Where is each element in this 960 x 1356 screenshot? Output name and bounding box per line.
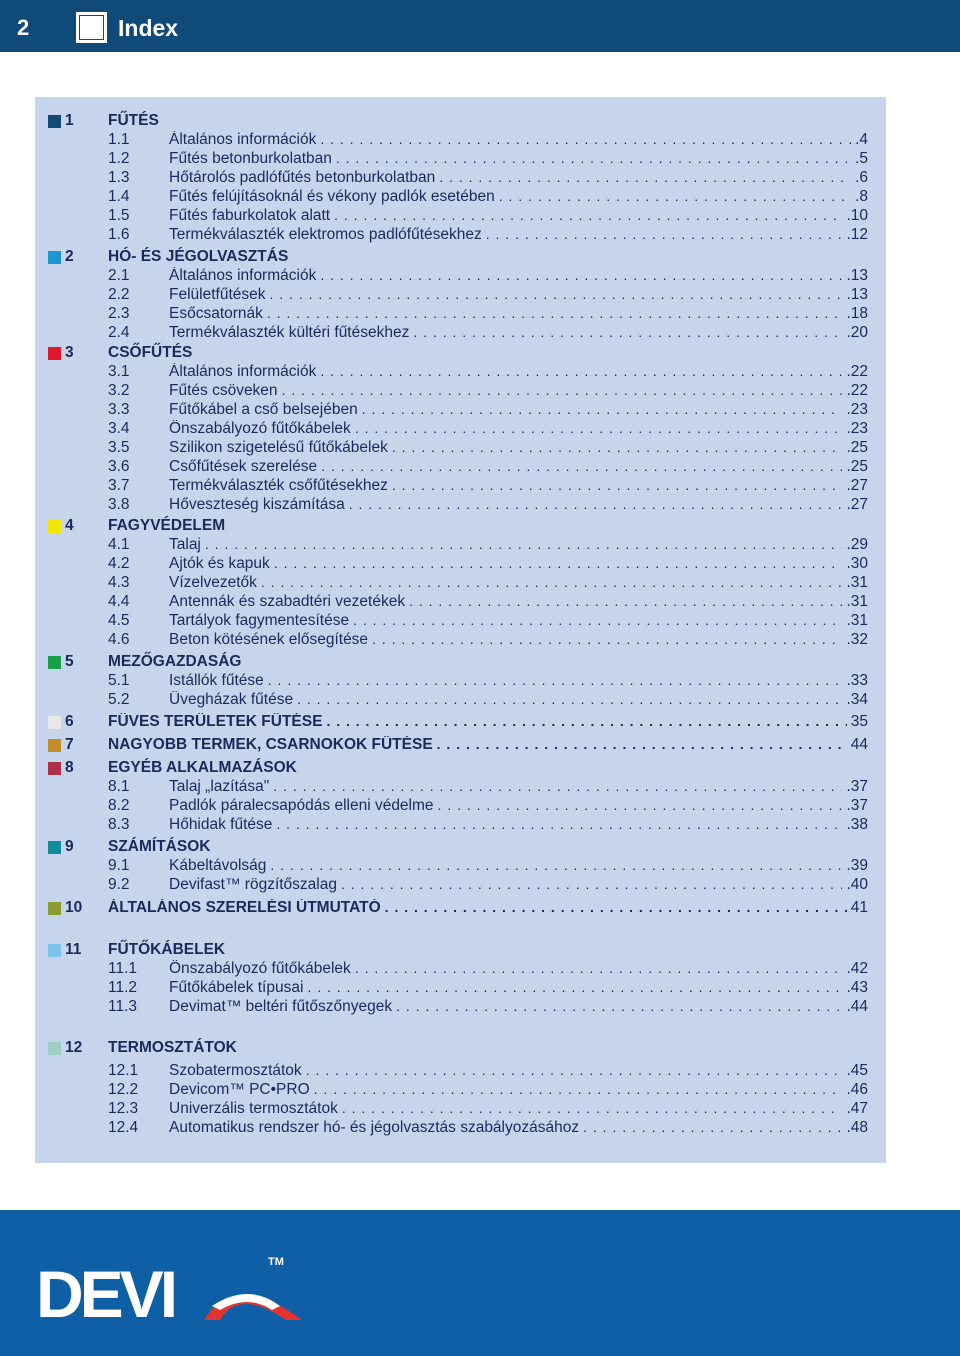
section-page: 35 bbox=[850, 713, 868, 730]
entry-page: .8 bbox=[855, 188, 868, 205]
entry-page: .23 bbox=[846, 401, 868, 418]
entry-page: .39 bbox=[846, 857, 868, 874]
section-marker-icon bbox=[48, 739, 61, 752]
toc-entry[interactable] bbox=[108, 816, 868, 835]
leader-dots bbox=[270, 286, 843, 302]
leader-dots bbox=[355, 420, 843, 436]
entry-number: 8.1 bbox=[108, 778, 130, 795]
leader-dots bbox=[336, 150, 851, 166]
entry-number: 1.4 bbox=[108, 188, 130, 205]
entry-page: .25 bbox=[846, 458, 868, 475]
entry-page: .45 bbox=[846, 1062, 868, 1079]
page-header bbox=[0, 0, 960, 52]
entry-page: .31 bbox=[846, 593, 868, 610]
entry-number: 12.3 bbox=[108, 1100, 139, 1117]
entry-title: Fűtőkábel a cső belsejében bbox=[169, 401, 358, 418]
entry-page: .27 bbox=[846, 496, 868, 513]
leader-dots bbox=[320, 131, 851, 147]
entry-title: Tartályok fagymentesítése bbox=[169, 612, 350, 629]
entry-page: .22 bbox=[846, 382, 868, 399]
entry-page: .40 bbox=[846, 876, 868, 893]
leader-dots bbox=[321, 458, 842, 474]
section-title-row[interactable] bbox=[108, 713, 868, 733]
section-title: ÁLTALÁNOS SZERELÉSI ÚTMUTATÓ bbox=[108, 899, 381, 916]
entry-number: 2.1 bbox=[108, 267, 130, 284]
entry-page: .4 bbox=[855, 131, 868, 148]
entry-number: 8.2 bbox=[108, 797, 130, 814]
leader-dots bbox=[372, 631, 842, 647]
entry-page: .42 bbox=[846, 960, 868, 977]
leader-dots bbox=[297, 691, 842, 707]
toc-entry[interactable] bbox=[108, 150, 868, 169]
toc-entry[interactable] bbox=[108, 960, 868, 979]
leader-dots bbox=[334, 207, 842, 223]
toc-entry[interactable] bbox=[108, 226, 868, 245]
leader-dots bbox=[353, 612, 842, 628]
entry-title: Beton kötésének elősegítése bbox=[169, 631, 369, 648]
section-number: 8 bbox=[65, 759, 74, 776]
entry-title: Általános információk bbox=[169, 131, 317, 148]
leader-dots bbox=[392, 439, 843, 455]
leader-dots bbox=[273, 778, 842, 794]
entry-number: 5.2 bbox=[108, 691, 130, 708]
entry-title: Kábeltávolság bbox=[169, 857, 267, 874]
toc-entry[interactable] bbox=[108, 979, 868, 998]
toc-entry[interactable] bbox=[108, 797, 868, 816]
entry-page: .32 bbox=[846, 631, 868, 648]
section-title[interactable]: TERMOSZTÁTOK bbox=[108, 1039, 237, 1056]
entry-number: 3.3 bbox=[108, 401, 130, 418]
section-title-row[interactable] bbox=[108, 736, 868, 756]
leader-dots bbox=[486, 226, 843, 242]
section-number: 4 bbox=[65, 517, 74, 534]
entry-title: Felületfűtések bbox=[169, 286, 266, 303]
toc-entry[interactable] bbox=[108, 1100, 868, 1119]
entry-number: 3.5 bbox=[108, 439, 130, 456]
toc-entry[interactable] bbox=[108, 169, 868, 188]
toc-entry[interactable] bbox=[108, 593, 868, 612]
entry-page: .44 bbox=[846, 998, 868, 1015]
section-title[interactable]: SZÁMÍTÁSOK bbox=[108, 838, 211, 855]
entry-number: 3.4 bbox=[108, 420, 130, 437]
toc-entry[interactable] bbox=[108, 305, 868, 324]
entry-number: 1.1 bbox=[108, 131, 130, 148]
entry-title: Devimat™ beltéri fűtőszőnyegek bbox=[169, 998, 393, 1015]
section-title[interactable]: FŰTŐKÁBELEK bbox=[108, 941, 226, 958]
entry-number: 9.2 bbox=[108, 876, 130, 893]
devi-logo bbox=[34, 1262, 304, 1322]
entry-number: 11.2 bbox=[108, 979, 138, 996]
header-square-icon bbox=[76, 12, 107, 43]
entry-page: .31 bbox=[846, 612, 868, 629]
entry-number: 1.2 bbox=[108, 150, 130, 167]
section-marker-icon bbox=[48, 520, 61, 533]
leader-dots bbox=[392, 477, 843, 493]
section-number: 7 bbox=[65, 736, 74, 753]
entry-number: 4.3 bbox=[108, 574, 130, 591]
entry-number: 3.2 bbox=[108, 382, 130, 399]
toc-entry[interactable] bbox=[108, 324, 868, 343]
toc-entry[interactable] bbox=[108, 555, 868, 574]
entry-page: .20 bbox=[846, 324, 868, 341]
entry-number: 3.1 bbox=[108, 363, 130, 380]
entry-page: .6 bbox=[855, 169, 868, 186]
leader-dots bbox=[362, 401, 843, 417]
leader-dots bbox=[583, 1119, 842, 1135]
entry-number: 12.1 bbox=[108, 1062, 139, 1079]
leader-dots bbox=[355, 960, 843, 976]
section-number: 9 bbox=[65, 838, 74, 855]
entry-page: .12 bbox=[846, 226, 868, 243]
entry-title: Üvegházak fűtése bbox=[169, 691, 294, 708]
entry-title: Általános információk bbox=[169, 363, 317, 380]
leader-dots bbox=[282, 382, 843, 398]
entry-title: Fűtés betonburkolatban bbox=[169, 150, 332, 167]
entry-title: Talaj „lazítása" bbox=[169, 778, 270, 795]
toc-entry[interactable] bbox=[108, 382, 868, 401]
toc-entry[interactable] bbox=[108, 420, 868, 439]
entry-title: Padlók páralecsapódás elleni védelme bbox=[169, 797, 434, 814]
entry-title: Szobatermosztátok bbox=[169, 1062, 302, 1079]
leader-dots bbox=[341, 876, 842, 892]
section-marker-icon bbox=[48, 762, 61, 775]
leader-dots bbox=[270, 857, 842, 873]
entry-page: .5 bbox=[855, 150, 868, 167]
entry-title: Hőveszteség kiszámítása bbox=[169, 496, 345, 513]
entry-number: 4.2 bbox=[108, 555, 130, 572]
entry-page: .30 bbox=[846, 555, 868, 572]
leader-dots bbox=[267, 305, 843, 321]
entry-number: 4.6 bbox=[108, 631, 130, 648]
section-number: 12 bbox=[65, 1039, 83, 1056]
entry-page: .34 bbox=[846, 691, 868, 708]
entry-page: .13 bbox=[846, 286, 868, 303]
entry-page: .31 bbox=[846, 574, 868, 591]
leader-dots bbox=[349, 496, 843, 512]
entry-title: Hőtárolós padlófűtés betonburkolatban bbox=[169, 169, 436, 186]
trademark-label: TM bbox=[268, 1256, 284, 1268]
entry-title: Istállók fűtése bbox=[169, 672, 264, 689]
leader-dots bbox=[438, 797, 843, 813]
leader-dots bbox=[437, 736, 847, 752]
section-number: 1 bbox=[65, 112, 74, 129]
section-marker-icon bbox=[48, 902, 61, 915]
entry-title: Általános információk bbox=[169, 267, 317, 284]
entry-title: Esőcsatornák bbox=[169, 305, 263, 322]
entry-title: Univerzális termosztátok bbox=[169, 1100, 338, 1117]
leader-dots bbox=[274, 555, 843, 571]
toc-entry[interactable] bbox=[108, 363, 868, 382]
section-title[interactable]: CSŐFŰTÉS bbox=[108, 344, 193, 361]
toc-entry[interactable] bbox=[108, 691, 868, 710]
entry-page: .13 bbox=[846, 267, 868, 284]
entry-page: .22 bbox=[846, 363, 868, 380]
section-number: 6 bbox=[65, 713, 74, 730]
section-title[interactable]: HÓ- ÉS JÉGOLVASZTÁS bbox=[108, 248, 289, 265]
toc-entry[interactable] bbox=[108, 631, 868, 650]
section-marker-icon bbox=[48, 1042, 61, 1055]
entry-title: Önszabályozó fűtőkábelek bbox=[169, 420, 351, 437]
section-number: 10 bbox=[65, 899, 83, 916]
leader-dots bbox=[413, 324, 842, 340]
leader-dots bbox=[439, 169, 851, 185]
entry-title: Termékválaszték kültéri fűtésekhez bbox=[169, 324, 410, 341]
entry-page: .48 bbox=[846, 1119, 868, 1136]
section-title: FÜVES TERÜLETEK FŰTÉSE bbox=[108, 713, 323, 730]
entry-title: Ajtók és kapuk bbox=[169, 555, 270, 572]
section-title[interactable]: MEZŐGAZDASÁG bbox=[108, 653, 242, 670]
leader-dots bbox=[409, 593, 842, 609]
toc-entry[interactable] bbox=[108, 439, 868, 458]
toc-entry[interactable] bbox=[108, 1119, 868, 1138]
section-title[interactable]: FAGYVÉDELEM bbox=[108, 517, 226, 534]
toc-entry[interactable] bbox=[108, 188, 868, 207]
entry-title: Termékválaszték elektromos padlófűtésekhez bbox=[169, 226, 482, 243]
toc-entry[interactable] bbox=[108, 574, 868, 593]
entry-number: 12.2 bbox=[108, 1081, 139, 1098]
entry-page: .10 bbox=[846, 207, 868, 224]
entry-title: Antennák és szabadtéri vezetékek bbox=[169, 593, 406, 610]
leader-dots bbox=[268, 672, 843, 688]
section-marker-icon bbox=[48, 115, 61, 128]
entry-number: 4.5 bbox=[108, 612, 130, 629]
section-title[interactable]: EGYÉB ALKALMAZÁSOK bbox=[108, 759, 297, 776]
entry-number: 3.7 bbox=[108, 477, 130, 494]
entry-title: Fűtés faburkolatok alatt bbox=[169, 207, 331, 224]
leader-dots bbox=[499, 188, 851, 204]
section-marker-icon bbox=[48, 841, 61, 854]
entry-number: 2.3 bbox=[108, 305, 130, 322]
entry-title: Hőhidak fűtése bbox=[169, 816, 273, 833]
section-page: 44 bbox=[850, 736, 868, 753]
entry-title: Termékválaszték csőfűtésekhez bbox=[169, 477, 388, 494]
entry-number: 12.4 bbox=[108, 1119, 139, 1136]
entry-page: .33 bbox=[846, 672, 868, 689]
page-number: 2 bbox=[17, 15, 30, 40]
section-marker-icon bbox=[48, 347, 61, 360]
section-marker-icon bbox=[48, 716, 61, 729]
page-title: Index bbox=[118, 15, 179, 41]
leader-dots bbox=[326, 713, 846, 729]
entry-title: Fűtőkábelek típusai bbox=[169, 979, 304, 996]
entry-number: 1.6 bbox=[108, 226, 130, 243]
leader-dots bbox=[385, 899, 847, 915]
section-title-row[interactable] bbox=[108, 899, 868, 919]
footer-bar bbox=[0, 1210, 960, 1356]
entry-title: Devicom™ PC•PRO bbox=[169, 1081, 310, 1098]
toc-entry[interactable] bbox=[108, 1062, 868, 1081]
entry-number: 5.1 bbox=[108, 672, 130, 689]
toc-entry[interactable] bbox=[108, 477, 868, 496]
entry-title: Devifast™ rögzítőszalag bbox=[169, 876, 337, 893]
entry-page: .23 bbox=[846, 420, 868, 437]
leader-dots bbox=[396, 998, 842, 1014]
entry-title: Szilikon szigetelésű fűtőkábelek bbox=[169, 439, 388, 456]
entry-page: .25 bbox=[846, 439, 868, 456]
section-title: NAGYOBB TERMEK, CSARNOKOK FŰTÉSE bbox=[108, 736, 433, 753]
toc-entry[interactable] bbox=[108, 286, 868, 305]
leader-dots bbox=[307, 979, 842, 995]
toc-entry[interactable] bbox=[108, 267, 868, 286]
toc-entry[interactable] bbox=[108, 778, 868, 797]
entry-number: 4.4 bbox=[108, 593, 130, 610]
entry-number: 11.3 bbox=[108, 998, 138, 1015]
entry-number: 9.1 bbox=[108, 857, 130, 874]
entry-number: 11.1 bbox=[108, 960, 138, 977]
toc-entry[interactable] bbox=[108, 857, 868, 876]
section-marker-icon bbox=[48, 251, 61, 264]
entry-title: Csőfűtések szerelése bbox=[169, 458, 318, 475]
leader-dots bbox=[205, 536, 843, 552]
section-number: 5 bbox=[65, 653, 74, 670]
entry-number: 8.3 bbox=[108, 816, 130, 833]
entry-number: 2.2 bbox=[108, 286, 130, 303]
entry-title: Fűtés csöveken bbox=[169, 382, 278, 399]
toc-entry[interactable] bbox=[108, 458, 868, 477]
toc-entry[interactable] bbox=[108, 1081, 868, 1100]
leader-dots bbox=[261, 574, 843, 590]
entry-title: Fűtés felújításoknál és vékony padlók esetében bbox=[169, 188, 495, 205]
entry-title: Önszabályozó fűtőkábelek bbox=[169, 960, 351, 977]
entry-page: .37 bbox=[846, 797, 868, 814]
entry-page: .18 bbox=[846, 305, 868, 322]
toc-entry[interactable] bbox=[108, 998, 868, 1017]
section-marker-icon bbox=[48, 656, 61, 669]
entry-page: .37 bbox=[846, 778, 868, 795]
leader-dots bbox=[276, 816, 842, 832]
toc-entry[interactable] bbox=[108, 672, 868, 691]
entry-page: .27 bbox=[846, 477, 868, 494]
section-number: 2 bbox=[65, 248, 74, 265]
entry-page: .46 bbox=[846, 1081, 868, 1098]
entry-number: 3.8 bbox=[108, 496, 130, 513]
entry-number: 3.6 bbox=[108, 458, 130, 475]
leader-dots bbox=[320, 267, 842, 283]
leader-dots bbox=[314, 1081, 843, 1097]
toc-entry[interactable] bbox=[108, 536, 868, 555]
entry-number: 4.1 bbox=[108, 536, 130, 553]
toc-entry[interactable] bbox=[108, 131, 868, 150]
entry-number: 1.5 bbox=[108, 207, 130, 224]
leader-dots bbox=[320, 363, 842, 379]
toc-entry[interactable] bbox=[108, 612, 868, 631]
entry-page: .38 bbox=[846, 816, 868, 833]
section-marker-icon bbox=[48, 944, 61, 957]
entry-number: 1.3 bbox=[108, 169, 130, 186]
toc-entry[interactable] bbox=[108, 401, 868, 420]
entry-page: .47 bbox=[846, 1100, 868, 1117]
entry-title: Talaj bbox=[169, 536, 201, 553]
toc-entry[interactable] bbox=[108, 496, 868, 515]
entry-page: .29 bbox=[846, 536, 868, 553]
section-title[interactable]: FŰTÉS bbox=[108, 112, 159, 129]
leader-dots bbox=[306, 1062, 843, 1078]
entry-number: 2.4 bbox=[108, 324, 130, 341]
entry-title: Automatikus rendszer hó- és jégolvasztás szabályozásához bbox=[169, 1119, 580, 1136]
section-number: 3 bbox=[65, 344, 74, 361]
entry-title: Vízelvezetők bbox=[169, 574, 257, 591]
entry-page: .43 bbox=[846, 979, 868, 996]
toc-entry[interactable] bbox=[108, 876, 868, 895]
toc-entry[interactable] bbox=[108, 207, 868, 226]
section-number: 11 bbox=[65, 941, 82, 958]
section-page: 41 bbox=[850, 899, 868, 916]
logo-text: DEVI bbox=[36, 1262, 175, 1322]
leader-dots bbox=[342, 1100, 843, 1116]
